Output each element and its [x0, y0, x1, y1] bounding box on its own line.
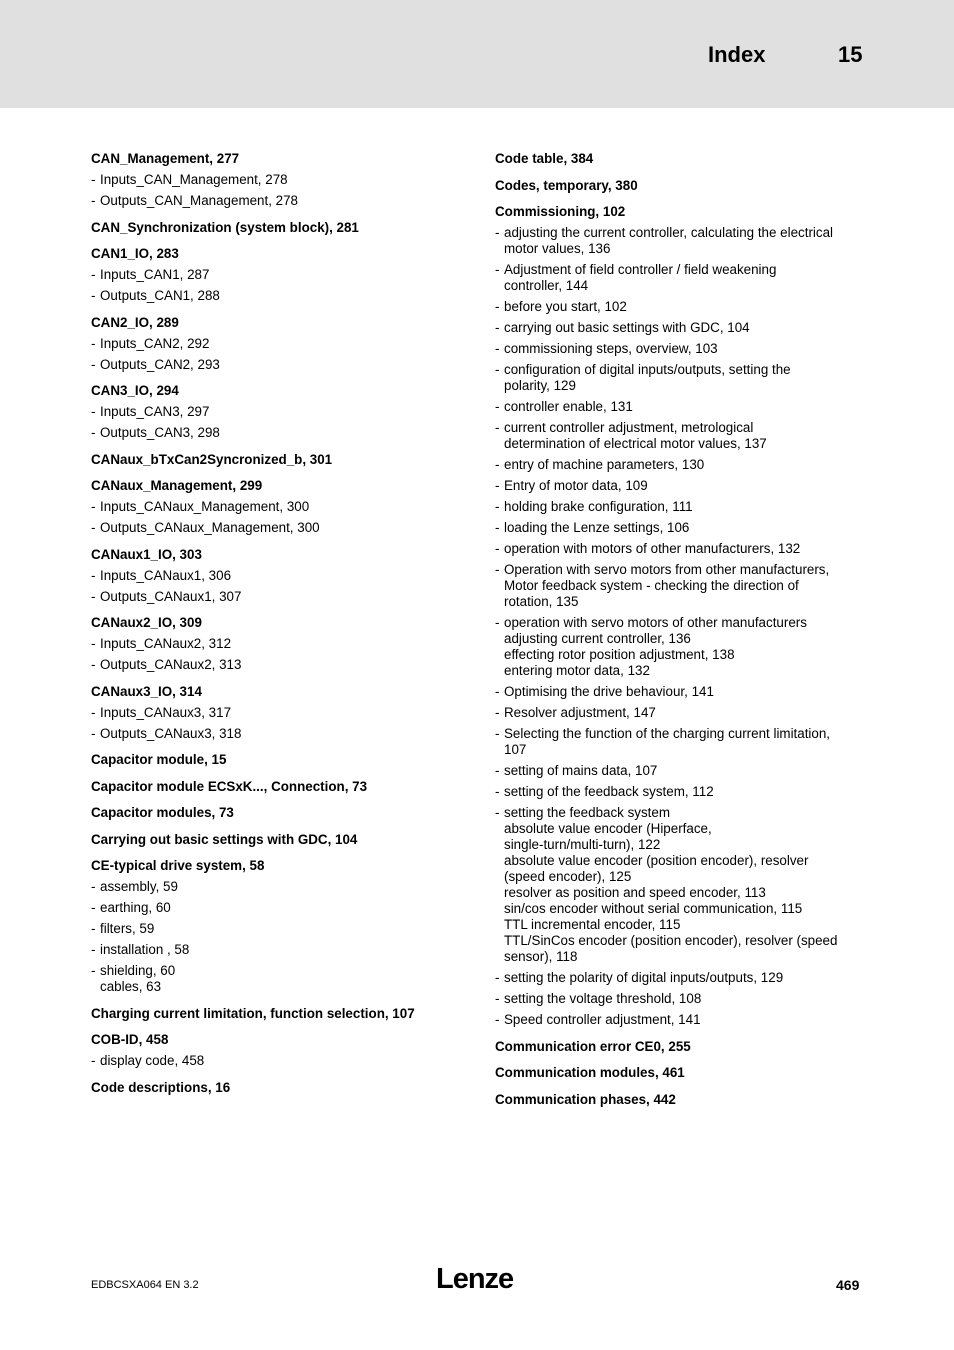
index-entry-heading: Capacitor module, 15: [91, 752, 227, 767]
index-subentry: [91, 657, 471, 673]
index-entry-heading: Codes, temporary, 380: [495, 177, 638, 193]
index-entry: [91, 245, 471, 304]
index-entry: [91, 1005, 471, 1022]
chapter-title: Index: [708, 42, 766, 67]
index-entry-heading: CAN3_IO, 294: [91, 383, 179, 398]
index-subentry: [91, 193, 471, 209]
subentry-text: controller, 144: [504, 278, 589, 293]
subentry-text: carrying out basic settings with GDC, 104: [504, 320, 750, 335]
index-subentry: [91, 499, 471, 515]
subentry-text: cables, 63: [100, 979, 162, 994]
subentry-text: Outputs_CAN1, 288: [100, 288, 220, 303]
index-entry-heading: Carrying out basic settings with GDC, 104: [91, 831, 358, 847]
subentry-text: rotation, 135: [504, 594, 579, 609]
index-entry: [91, 477, 471, 536]
index-entry-heading: Communication phases, 442: [495, 1091, 676, 1107]
index-entry-heading: COB-ID, 458: [91, 1032, 169, 1047]
index-subentry: [91, 425, 471, 441]
subentry-text: single-turn/multi-turn), 122: [504, 837, 661, 852]
index-subentry: [495, 784, 867, 800]
index-subentry: [495, 705, 867, 721]
index-entry-heading: CAN2_IO, 289: [91, 314, 179, 330]
subentry-dash: -: [495, 763, 500, 778]
subentry-dash: -: [495, 499, 500, 514]
subentry-dash: -: [495, 457, 500, 472]
subentry-text: Outputs_CAN_Management, 278: [100, 193, 299, 208]
subentry-dash: -: [91, 404, 96, 419]
subentry-dash: -: [91, 288, 96, 303]
index-entry: [495, 1091, 867, 1108]
index-subentry: [495, 225, 867, 257]
index-entry: [91, 751, 471, 768]
subentry-dash: -: [91, 879, 96, 894]
index-subentry: [495, 420, 867, 452]
index-subentry: [91, 267, 471, 283]
subentry-text: absolute value encoder (position encoder), resolver: [504, 853, 809, 868]
subentry-text: controller enable, 131: [504, 399, 633, 414]
subentry-text: setting the voltage threshold, 108: [504, 991, 702, 1006]
subentry-text: before you start, 102: [504, 299, 627, 314]
index-subentry: [495, 362, 867, 394]
index-entry: [91, 1031, 471, 1069]
index-subentry: [91, 636, 471, 652]
index-subentry: [495, 499, 867, 515]
subentry-text: Speed controller adjustment, 141: [504, 1012, 701, 1027]
subentry-dash: -: [91, 520, 96, 535]
index-entry-heading: CAN1_IO, 283: [91, 246, 179, 261]
index-entry: [91, 614, 471, 673]
subentry-text: Outputs_CANaux_Management, 300: [100, 520, 320, 535]
index-subentry: [495, 478, 867, 494]
index-subentry: [495, 399, 867, 415]
subentry-text: Operation with servo motors from other manufacturers,: [504, 562, 830, 577]
subentry-text: polarity, 129: [504, 378, 576, 393]
subentry-dash: -: [495, 562, 500, 577]
subentry-text: sensor), 118: [504, 949, 578, 964]
index-subentry: [495, 615, 867, 679]
index-entry-heading: CANaux2_IO, 309: [91, 615, 202, 630]
subentry-dash: -: [495, 299, 500, 314]
subentry-text: Outputs_CANaux2, 313: [100, 657, 242, 672]
subentry-text: filters, 59: [100, 921, 155, 936]
index-subentry: [495, 1012, 867, 1028]
index-subentry: [91, 520, 471, 536]
index-subentry: [91, 404, 471, 420]
subentry-dash: -: [495, 805, 500, 820]
subentry-text: entering motor data, 132: [504, 663, 650, 678]
index-entry: [91, 314, 471, 373]
index-entry-heading: Capacitor modules, 73: [91, 805, 234, 820]
subentry-text: Inputs_CANaux1, 306: [100, 567, 232, 583]
subentry-text: Outputs_CAN3, 298: [100, 425, 220, 440]
subentry-text: commissioning steps, overview, 103: [504, 341, 718, 356]
subentry-dash: -: [495, 478, 500, 493]
subentry-text: TTL incremental encoder, 115: [504, 917, 681, 932]
index-subentry: [91, 568, 471, 584]
subentry-text: effecting rotor position adjustment, 138: [504, 647, 735, 662]
index-entry: [91, 451, 471, 468]
subentry-dash: -: [495, 341, 500, 356]
subentry-text: holding brake configuration, 111: [504, 499, 693, 514]
subentry-text: Inputs_CANaux3, 317: [100, 704, 232, 720]
subentry-dash: -: [495, 705, 500, 720]
subentry-text: absolute value encoder (Hiperface,: [504, 821, 712, 836]
subentry-dash: -: [91, 921, 96, 936]
index-entry: [91, 831, 471, 848]
index-subentry: [91, 900, 471, 916]
index-subentry: [91, 172, 471, 188]
subentry-dash: -: [495, 225, 500, 240]
index-entry: [91, 778, 471, 795]
subentry-text: setting of mains data, 107: [504, 763, 658, 778]
subentry-text: Inputs_CAN2, 292: [100, 335, 210, 351]
index-subentry: [495, 541, 867, 557]
subentry-dash: -: [91, 725, 96, 741]
index-entry: [91, 382, 471, 441]
subentry-text: motor values, 136: [504, 241, 611, 256]
subentry-dash: -: [495, 991, 500, 1006]
index-subentry: [91, 879, 471, 895]
index-entry: [495, 1064, 867, 1081]
subentry-dash: -: [495, 970, 500, 985]
subentry-text: resolver as position and speed encoder, 113: [504, 885, 766, 900]
subentry-text: Adjustment of field controller / field weakening: [504, 262, 777, 277]
subentry-dash: -: [91, 567, 96, 583]
lenze-logo-text: Lenze: [436, 1263, 514, 1292]
subentry-text: Optimising the drive behaviour, 141: [504, 684, 714, 699]
index-entry: [91, 546, 471, 605]
subentry-dash: -: [91, 267, 96, 282]
subentry-dash: -: [91, 356, 96, 372]
subentry-text: Entry of motor data, 109: [504, 478, 648, 493]
subentry-dash: -: [495, 615, 500, 630]
index-subentry: [495, 805, 867, 965]
index-subentry: [495, 299, 867, 315]
subentry-text: Inputs_CAN_Management, 278: [100, 172, 288, 187]
subentry-dash: -: [495, 399, 500, 414]
subentry-text: Resolver adjustment, 147: [504, 705, 656, 720]
index-subentry: [91, 921, 471, 937]
index-entry: [495, 177, 867, 194]
subentry-text: Outputs_CANaux1, 307: [100, 588, 242, 604]
subentry-dash: -: [91, 942, 96, 957]
index-entry-heading: CAN_Management, 277: [91, 151, 240, 166]
index-entry-heading: CE-typical drive system, 58: [91, 858, 265, 873]
subentry-text: operation with servo motors of other manufacturers: [504, 615, 807, 630]
subentry-dash: -: [495, 420, 500, 435]
subentry-dash: -: [91, 335, 96, 351]
index-entry-heading: Code descriptions, 16: [91, 1079, 231, 1095]
subentry-dash: -: [495, 520, 500, 535]
subentry-text: Inputs_CANaux2, 312: [100, 636, 232, 651]
subentry-text: TTL/SinCos encoder (position encoder), resolver (speed: [504, 933, 838, 948]
index-subentry: [495, 684, 867, 700]
subentry-text: Selecting the function of the charging current limitation,: [504, 726, 831, 741]
index-entry-heading: Communication modules, 461: [495, 1065, 685, 1080]
index-subentry: [91, 942, 471, 958]
subentry-text: assembly, 59: [100, 879, 178, 894]
subentry-text: shielding, 60: [100, 963, 176, 978]
index-subentry: [91, 357, 471, 373]
subentry-text: setting of the feedback system, 112: [504, 784, 714, 799]
page-number: 469: [836, 1277, 860, 1293]
subentry-text: Inputs_CANaux_Management, 300: [100, 499, 310, 514]
index-entry-heading: Commissioning, 102: [495, 204, 626, 219]
subentry-dash: -: [91, 963, 96, 978]
chapter-number: 15: [838, 42, 863, 67]
index-entry: [91, 1079, 471, 1096]
subentry-text: Inputs_CAN3, 297: [100, 404, 210, 419]
index-column-left: [91, 150, 471, 1105]
index-column-right: [495, 150, 867, 1117]
subentry-dash: -: [91, 425, 96, 440]
index-entry-heading: CANaux1_IO, 303: [91, 546, 202, 562]
subentry-dash: -: [91, 172, 96, 187]
subentry-text: (speed encoder), 125: [504, 869, 632, 884]
subentry-text: setting the feedback system: [504, 805, 670, 820]
index-subentry: [495, 341, 867, 357]
subentry-text: configuration of digital inputs/outputs, setting the: [504, 362, 791, 377]
index-subentry: [495, 262, 867, 294]
index-entry-heading: Charging current limitation, function selection, 107: [91, 1005, 415, 1021]
subentry-text: installation , 58: [100, 942, 190, 957]
index-entry-heading: Code table, 384: [495, 151, 594, 166]
index-entry: [91, 219, 471, 236]
index-subentry: [495, 726, 867, 758]
subentry-dash: -: [495, 362, 500, 377]
index-entry-heading: Communication error CE0, 255: [495, 1038, 691, 1054]
index-entry: [91, 857, 471, 995]
subentry-text: sin/cos encoder without serial communication, 115: [504, 901, 803, 916]
subentry-text: operation with motors of other manufacturers, 132: [504, 541, 801, 556]
index-entry: [495, 1038, 867, 1055]
subentry-dash: -: [495, 684, 500, 699]
index-subentry: [495, 457, 867, 473]
subentry-dash: -: [91, 657, 96, 672]
index-entry: [91, 683, 471, 742]
subentry-text: Outputs_CANaux3, 318: [100, 725, 242, 741]
subentry-dash: -: [495, 1012, 500, 1027]
subentry-dash: -: [91, 1053, 96, 1068]
subentry-dash: -: [91, 900, 96, 915]
index-subentry: [91, 589, 471, 605]
index-subentry: [495, 320, 867, 336]
index-subentry: [495, 562, 867, 610]
index-entry: [91, 150, 471, 209]
subentry-text: loading the Lenze settings, 106: [504, 520, 690, 535]
index-entry: [91, 804, 471, 821]
subentry-text: adjusting current controller, 136: [504, 631, 691, 646]
subentry-text: determination of electrical motor values, 137: [504, 436, 767, 451]
index-entry-heading: CANaux_bTxCan2Syncronized_b, 301: [91, 451, 333, 467]
index-subentry: [495, 991, 867, 1007]
subentry-dash: -: [495, 541, 500, 556]
index-entry-heading: CAN_Synchronization (system block), 281: [91, 219, 359, 235]
subentry-dash: -: [495, 784, 500, 799]
subentry-text: current controller adjustment, metrological: [504, 420, 754, 435]
index-subentry: [91, 963, 471, 995]
subentry-text: adjusting the current controller, calculating the electrical: [504, 225, 833, 240]
index-entry-heading: CANaux3_IO, 314: [91, 683, 202, 699]
index-subentry: [91, 1053, 471, 1069]
subentry-dash: -: [91, 636, 96, 651]
index-subentry: [495, 763, 867, 779]
subentry-dash: -: [495, 320, 500, 335]
index-subentry: [91, 726, 471, 742]
index-subentry: [495, 970, 867, 986]
subentry-dash: -: [91, 704, 96, 720]
subentry-dash: -: [91, 588, 96, 604]
index-subentry: [91, 288, 471, 304]
subentry-dash: -: [495, 726, 500, 741]
subentry-dash: -: [91, 499, 96, 514]
subentry-text: display code, 458: [100, 1053, 205, 1068]
subentry-text: earthing, 60: [100, 900, 171, 915]
lenze-logo: [436, 1262, 516, 1297]
subentry-text: 107: [504, 742, 527, 757]
index-entry-heading: CANaux_Management, 299: [91, 478, 263, 493]
subentry-text: Outputs_CAN2, 293: [100, 356, 220, 372]
index-subentry: [495, 520, 867, 536]
subentry-dash: -: [495, 262, 500, 277]
subentry-text: entry of machine parameters, 130: [504, 457, 705, 472]
document-id: EDBCSXA064 EN 3.2: [91, 1279, 199, 1291]
index-entry: [495, 203, 867, 1028]
index-entry: [495, 150, 867, 167]
subentry-text: setting the polarity of digital inputs/outputs, 129: [504, 970, 784, 985]
index-entry-heading: Capacitor module ECSxK..., Connection, 73: [91, 778, 368, 794]
index-subentry: [91, 705, 471, 721]
index-subentry: [91, 336, 471, 352]
subentry-text: Motor feedback system - checking the direction of: [504, 578, 799, 593]
subentry-dash: -: [91, 193, 96, 208]
subentry-text: Inputs_CAN1, 287: [100, 267, 210, 282]
header-band: [0, 0, 954, 108]
